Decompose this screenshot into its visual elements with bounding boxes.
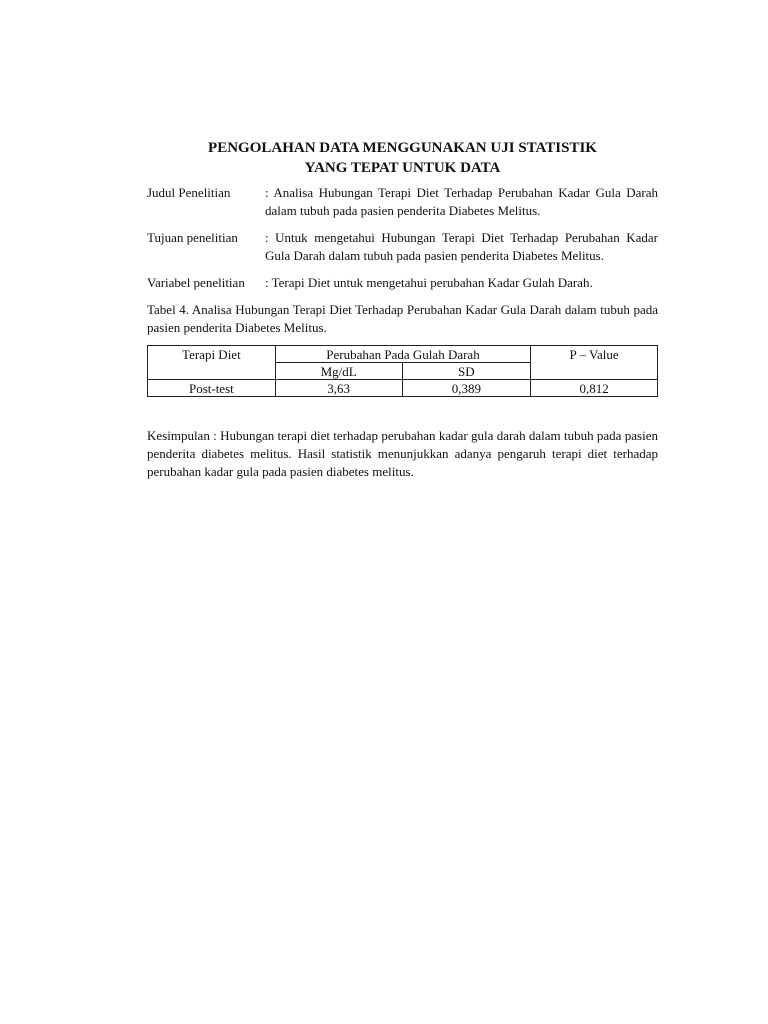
results-table — [147, 345, 658, 397]
table-caption: Tabel 4. Analisa Hubungan Terapi Diet Terhadap Perubahan Kadar Gula Darah dalam tubuh pada pasien penderita Diabetes Melitus. — [147, 302, 658, 335]
field-value-judul — [265, 184, 658, 220]
header-sd: SD — [402, 363, 531, 380]
cell-sd: 0,389 — [402, 380, 531, 397]
header-terapi-diet: Terapi Diet — [148, 346, 276, 380]
conclusion-paragraph: Kesimpulan : Hubungan terapi diet terhadap perubahan kadar gula darah dalam tubuh pada pasien penderita diabetes melitus. Hasil statistik menunjukkan adanya pengaruh terapi diet terhadap perubahan kadar gula pada pasien diabetes melitus. — [147, 428, 658, 479]
title-line-2: YANG TEPAT UNTUK DATA — [304, 160, 501, 176]
header-p-value: P – Value — [531, 346, 658, 380]
field-judul-penelitian — [147, 184, 658, 220]
field-value-variabel-text: : Terapi Diet untuk mengetahui perubahan Kadar Gulah Darah. — [265, 275, 593, 290]
field-label-judul: Judul Penelitian — [147, 185, 231, 200]
cell-mgdl: 3,63 — [275, 380, 402, 397]
cell-label: Post-test — [148, 380, 276, 397]
field-value-tujuan — [265, 229, 658, 265]
title-line-1: PENGOLAHAN DATA MENGGUNAKAN UJI STATISTIK — [208, 140, 597, 156]
field-tujuan-penelitian — [147, 229, 658, 265]
field-label-variabel: Variabel penelitian — [147, 275, 245, 290]
cell-pvalue: 0,812 — [531, 380, 658, 397]
field-label-tujuan: Tujuan penelitian — [147, 230, 238, 245]
field-value-variabel — [265, 274, 658, 292]
header-mgdl: Mg/dL — [275, 363, 402, 380]
document-title — [147, 138, 658, 178]
document-page — [147, 138, 658, 481]
field-value-judul-text: : Analisa Hubungan Terapi Diet Terhadap Perubahan Kadar Gula Darah dalam tubuh pada pasien penderita Diabetes Melitus. — [265, 185, 658, 218]
table-row — [148, 380, 658, 397]
field-value-tujuan-text: : Untuk mengetahui Hubungan Terapi Diet Terhadap Perubahan Kadar Gula Darah dalam tubuh pada pasien penderita Diabetes Melitus. — [265, 230, 658, 263]
field-variabel-penelitian — [147, 274, 658, 292]
header-perubahan-gula-darah: Perubahan Pada Gulah Darah — [275, 346, 530, 363]
table-header-row — [148, 346, 658, 363]
